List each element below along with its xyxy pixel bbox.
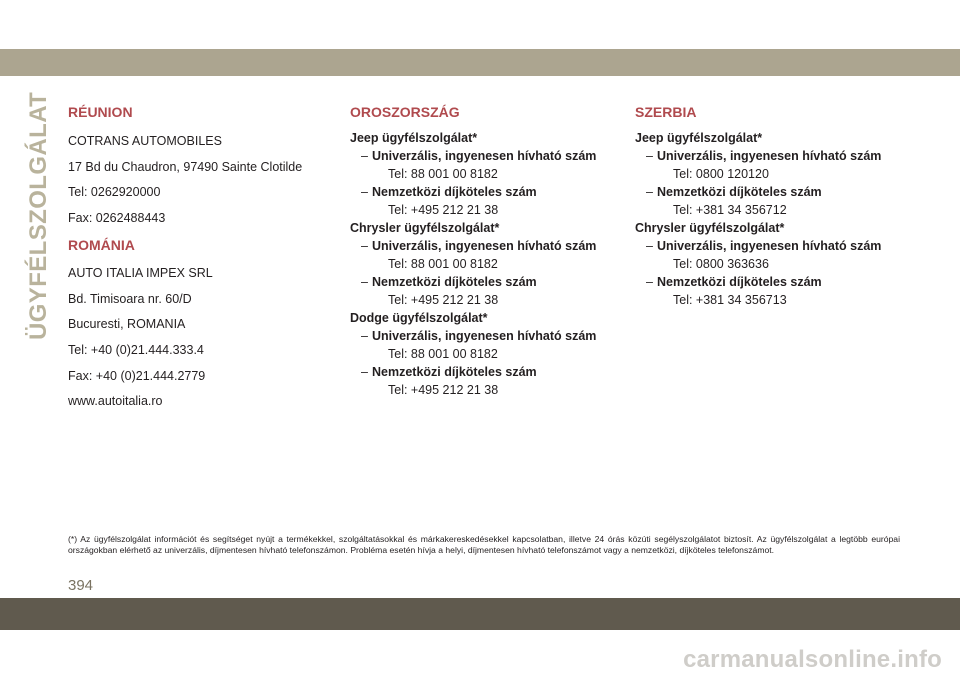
brand-title: Chrysler ügyfélszolgálat*	[350, 221, 500, 235]
phone-line: Tel: 0262920000	[68, 185, 161, 200]
address-line: AUTO ITALIA IMPEX SRL	[68, 265, 213, 280]
heading-russia: OROSZORSZÁG	[350, 104, 460, 120]
phone-number: Tel: +495 212 21 38	[388, 203, 499, 217]
dash-bullet: –	[361, 329, 368, 343]
column-serbia	[635, 100, 899, 309]
number-type-label: Nemzetközi díjköteles szám	[372, 185, 537, 199]
brand-title: Jeep ügyfélszolgálat*	[350, 131, 478, 145]
number-type-label: Univerzális, ingyenesen hívható szám	[372, 239, 597, 253]
heading-romania: ROMÁNIA	[68, 236, 135, 253]
phone-number: Tel: 88 001 00 8182	[388, 347, 498, 361]
dash-bullet: –	[646, 149, 653, 163]
fax-line: Fax: 0262488443	[68, 211, 166, 226]
brand-title: Jeep ügyfélszolgálat*	[635, 131, 763, 145]
list-item	[350, 147, 614, 165]
brand-block-jeep	[350, 129, 614, 219]
dash-bullet: –	[361, 365, 368, 379]
brand-block-chrysler	[350, 219, 614, 309]
phone-number: Tel: 88 001 00 8182	[388, 167, 498, 181]
phone-number: Tel: +381 34 356712	[673, 203, 787, 217]
dash-bullet: –	[361, 239, 368, 253]
website-line: www.autoitalia.ro	[68, 394, 163, 409]
address-line: Bd. Timisoara nr. 60/D	[68, 291, 192, 306]
heading-reunion: RÉUNION	[68, 104, 133, 120]
list-item	[635, 183, 899, 201]
phone-line: Tel: +40 (0)21.444.333.4	[68, 342, 204, 357]
number-type-label: Univerzális, ingyenesen hívható szám	[372, 149, 597, 163]
address-line: Bucuresti, ROMANIA	[68, 317, 186, 332]
brand-block-chrysler	[635, 219, 899, 309]
dash-bullet: –	[646, 239, 653, 253]
heading-serbia: SZERBIA	[635, 104, 697, 120]
watermark: carmanualsonline.info	[683, 646, 942, 673]
number-type-label: Nemzetközi díjköteles szám	[657, 275, 822, 289]
dash-bullet: –	[646, 185, 653, 199]
dash-bullet: –	[361, 149, 368, 163]
list-item	[350, 237, 614, 255]
address-line: 17 Bd du Chaudron, 97490 Sainte Clotilde	[68, 159, 303, 174]
phone-number: Tel: +495 212 21 38	[388, 383, 499, 397]
brand-title: Dodge ügyfélszolgálat*	[350, 311, 488, 325]
bottom-band	[0, 598, 960, 630]
number-type-label: Univerzális, ingyenesen hívható szám	[657, 149, 882, 163]
footnote: (*) Az ügyfélszolgálat információt és segítséget nyújt a termékekkel, szolgáltatásokkal és márkakereskedésekkel kapcsolatban, illetve 24 órás közúti segélyszolgálatot biztosít. Az ügyfélszolgálat a legtöbb európai országokban elérhető az univerzális, díjmentesen hívható telefonszámon. Probléma esetén hívja a helyi, díjmentesen hívható telefonszámot vagy a nemzetközi, díjköteles telefonszámot.	[68, 534, 900, 555]
number-type-label: Nemzetközi díjköteles szám	[372, 365, 537, 379]
list-item	[350, 273, 614, 291]
brand-block-dodge	[350, 309, 614, 399]
dash-bullet: –	[646, 275, 653, 289]
column-russia	[350, 100, 614, 399]
phone-number: Tel: 88 001 00 8182	[388, 257, 498, 271]
phone-number: Tel: 0800 120120	[673, 167, 769, 181]
address-line: COTRANS AUTOMOBILES	[68, 134, 222, 148]
list-item	[635, 273, 899, 291]
number-type-label: Univerzális, ingyenesen hívható szám	[657, 239, 882, 253]
list-item	[635, 237, 899, 255]
brand-title: Chrysler ügyfélszolgálat*	[635, 221, 785, 235]
side-section-title: ÜGYFÉLSZOLGÁLAT	[25, 91, 52, 340]
top-band	[0, 49, 960, 76]
dash-bullet: –	[361, 275, 368, 289]
list-item	[350, 183, 614, 201]
phone-number: Tel: 0800 363636	[673, 257, 769, 271]
number-type-label: Nemzetközi díjköteles szám	[372, 275, 537, 289]
list-item	[635, 147, 899, 165]
phone-number: Tel: +381 34 356713	[673, 293, 787, 307]
number-type-label: Univerzális, ingyenesen hívható szám	[372, 329, 597, 343]
page-number: 394	[68, 577, 94, 594]
number-type-label: Nemzetközi díjköteles szám	[657, 185, 822, 199]
fax-line: Fax: +40 (0)21.444.2779	[68, 368, 206, 383]
dash-bullet: –	[361, 185, 368, 199]
list-item	[350, 327, 614, 345]
column-reunion-romania	[68, 100, 330, 415]
phone-number: Tel: +495 212 21 38	[388, 293, 499, 307]
brand-block-jeep	[635, 129, 899, 219]
list-item	[350, 363, 614, 381]
